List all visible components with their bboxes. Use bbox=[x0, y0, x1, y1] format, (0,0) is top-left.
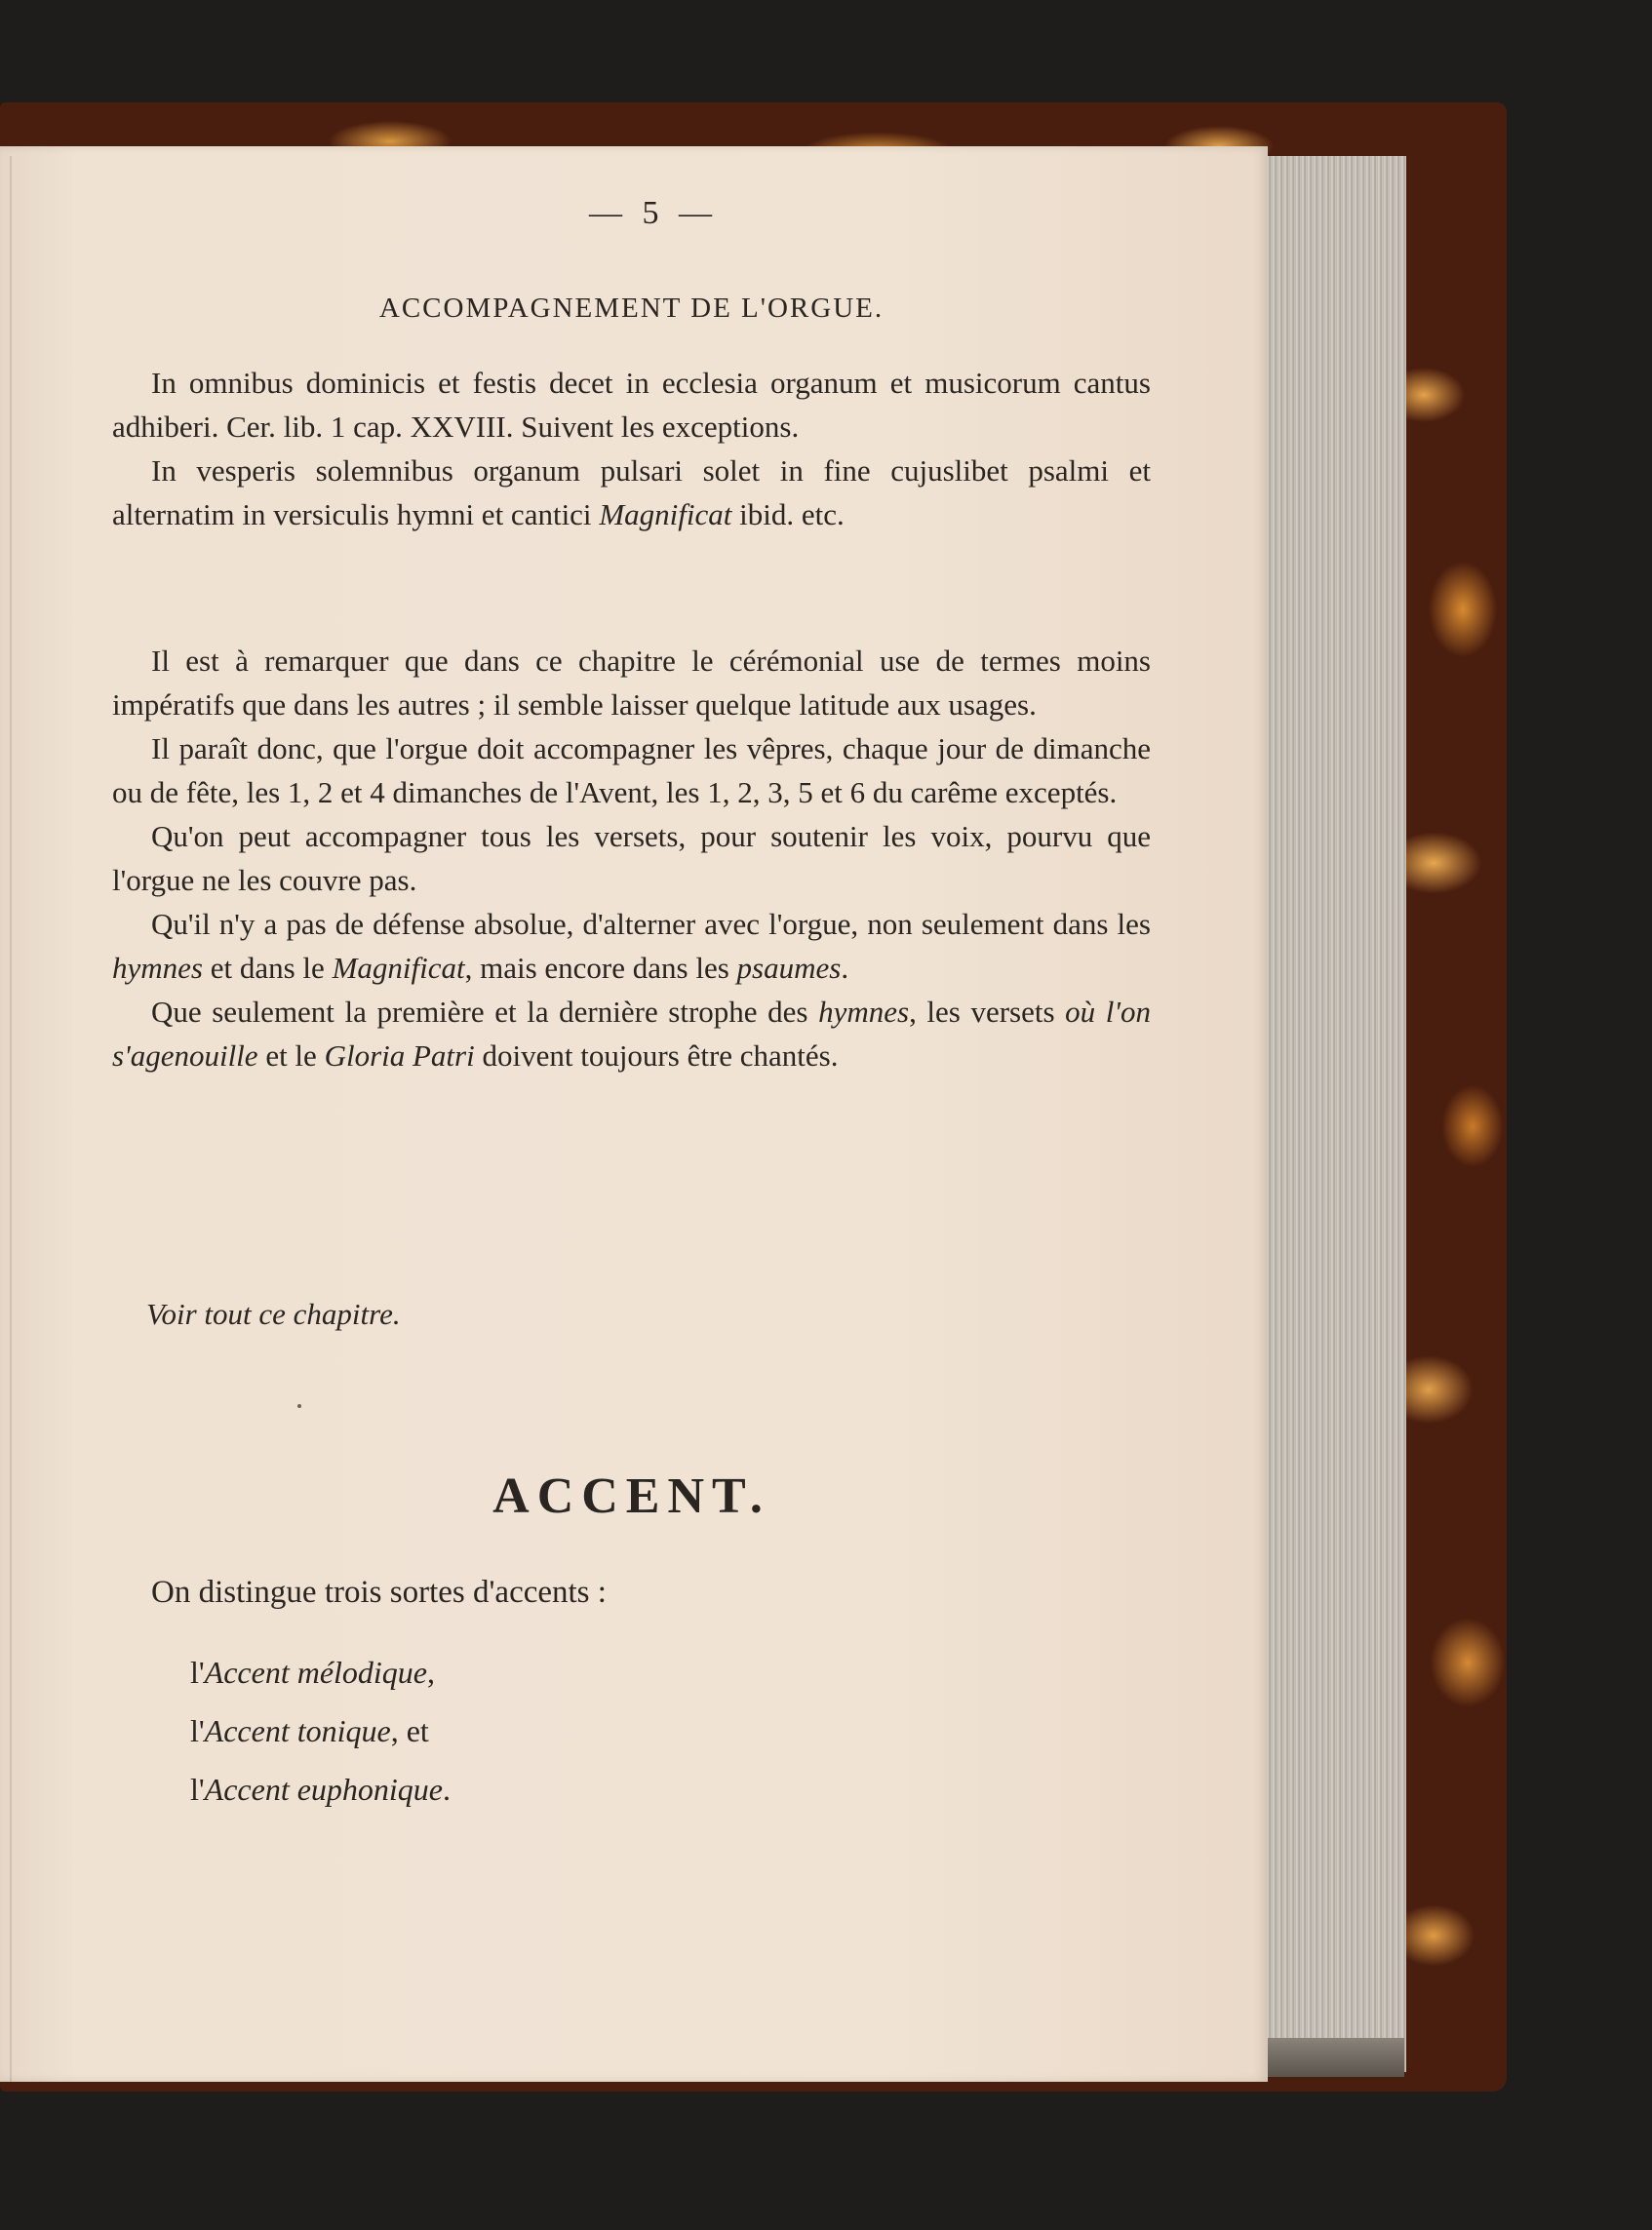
paragraph-1: Il est à remarquer que dans ce chapitre le cérémonial use de termes moins impératifs que dans les autres ; il semble laisser quelque latitude aux usages. bbox=[112, 644, 1151, 722]
accent-list bbox=[190, 1643, 451, 1819]
see-chapter-note: Voir tout ce chapitre. bbox=[146, 1297, 401, 1331]
latin-2-text-b: ibid. etc. bbox=[731, 497, 845, 531]
accent-heading: ACCENT. bbox=[492, 1468, 770, 1524]
gutter-line bbox=[10, 156, 12, 2082]
p4-b: et dans le bbox=[202, 951, 333, 985]
p4-c: , mais encore dans les bbox=[464, 951, 737, 985]
paragraph-5 bbox=[112, 990, 1151, 1077]
accent-item-tonique bbox=[190, 1702, 451, 1760]
latin-citations bbox=[112, 361, 1151, 536]
p5-gloria-patri: Gloria Patri bbox=[324, 1038, 475, 1073]
paragraph-4 bbox=[112, 902, 1151, 990]
p4-psaumes: psaumes bbox=[736, 951, 842, 985]
accent-name: Accent euphonique bbox=[204, 1772, 443, 1807]
accent-article: l' bbox=[190, 1713, 205, 1748]
page-number: — 5 — bbox=[589, 195, 718, 231]
p5-b: , les versets bbox=[909, 995, 1066, 1029]
section-title: ACCOMPAGNEMENT DE L'ORGUE. bbox=[378, 293, 885, 324]
accent-name: Accent tonique bbox=[204, 1713, 391, 1748]
latin-paragraph-2 bbox=[112, 449, 1151, 536]
accent-punct: , et bbox=[390, 1713, 429, 1748]
p4-magnificat: Magnificat bbox=[332, 951, 465, 985]
p5-c: et le bbox=[257, 1038, 325, 1073]
accent-article: l' bbox=[190, 1655, 205, 1690]
p5-hymnes: hymnes bbox=[818, 995, 910, 1029]
margin-dot bbox=[297, 1404, 301, 1408]
accent-item-melodique bbox=[190, 1643, 451, 1702]
accent-item-euphonique bbox=[190, 1760, 451, 1819]
page-stack-edge bbox=[1258, 156, 1406, 2072]
paragraph-2: Il paraît donc, que l'orgue doit accompagner les vêpres, chaque jour de dimanche ou de fête, les 1, 2 et 4 dimanches de l'Avent, les 1, 2, 3, 5 et 6 du carême exceptés. bbox=[112, 731, 1151, 809]
accent-punct: . bbox=[443, 1772, 451, 1807]
p5-d: doivent toujours être chantés. bbox=[474, 1038, 839, 1073]
page-stack-bottom bbox=[1258, 2038, 1404, 2077]
p4-hymnes: hymnes bbox=[112, 951, 203, 985]
accent-intro: On distingue trois sortes d'accents : bbox=[151, 1575, 607, 1610]
accent-name: Accent mélodique bbox=[204, 1655, 427, 1690]
commentary bbox=[112, 639, 1151, 1077]
p4-a: Qu'il n'y a pas de défense absolue, d'alterner avec l'orgue, non seulement dans les bbox=[151, 907, 1151, 941]
accent-punct: , bbox=[427, 1655, 435, 1690]
accent-article: l' bbox=[190, 1772, 205, 1807]
latin-paragraph-1: In omnibus dominicis et festis decet in ecclesia organum et musicorum cantus adhiberi. Cer. lib. 1 cap. XXVIII. Suivent les exceptions. bbox=[112, 366, 1151, 444]
p5-a: Que seulement la première et la dernière strophe des bbox=[151, 995, 819, 1029]
p5-agenouille: où l'on s'agenouille bbox=[112, 995, 1151, 1073]
paragraph-3: Qu'on peut accompagner tous les versets, pour soutenir les voix, pourvu que l'orgue ne les couvre pas. bbox=[112, 819, 1151, 897]
latin-2-magnificat: Magnificat bbox=[599, 497, 732, 531]
p4-d: . bbox=[841, 951, 849, 985]
latin-2-text-a: In vesperis solemnibus organum pulsari solet in fine cujuslibet psalmi et alternatim in versiculis hymni et cantici bbox=[112, 453, 1151, 531]
